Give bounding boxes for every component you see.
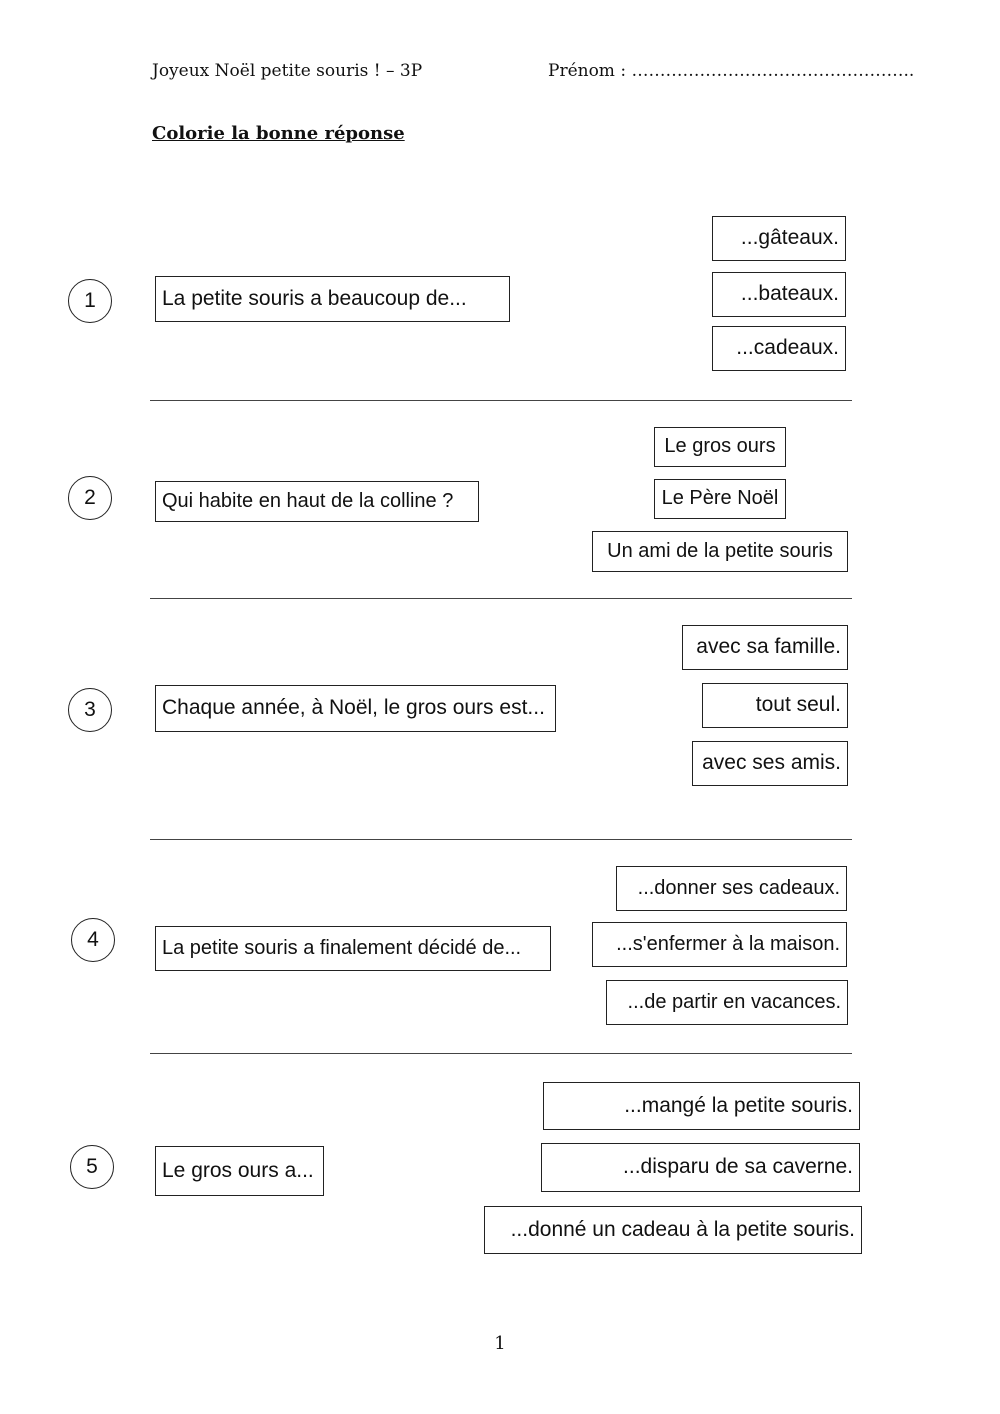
- question-4-answer-1[interactable]: ...donner ses cadeaux.: [616, 866, 847, 911]
- question-3-answer-3[interactable]: avec ses amis.: [692, 741, 848, 786]
- question-number-2: 2: [68, 476, 112, 520]
- instruction: Colorie la bonne réponse: [152, 123, 405, 144]
- name-field[interactable]: Prénom : …………………………………………..: [548, 61, 915, 81]
- question-1-prompt: La petite souris a beaucoup de...: [155, 276, 510, 322]
- question-2-answer-3[interactable]: Un ami de la petite souris: [592, 531, 848, 572]
- question-2-prompt: Qui habite en haut de la colline ?: [155, 481, 479, 522]
- separator-line: [150, 839, 852, 840]
- question-3-answer-1[interactable]: avec sa famille.: [682, 625, 848, 670]
- separator-line: [150, 1053, 852, 1054]
- question-5-prompt: Le gros ours a...: [155, 1146, 324, 1196]
- question-3-answer-2[interactable]: tout seul.: [702, 683, 848, 728]
- page-number: 1: [494, 1333, 506, 1354]
- question-2-answer-2[interactable]: Le Père Noël: [654, 479, 786, 519]
- question-4-prompt: La petite souris a finalement décidé de...: [155, 926, 551, 971]
- separator-line: [150, 400, 852, 401]
- question-number-1: 1: [68, 279, 112, 323]
- separator-line: [150, 598, 852, 599]
- worksheet-title: Joyeux Noël petite souris ! – 3P: [152, 61, 423, 81]
- question-4-answer-2[interactable]: ...s'enfermer à la maison.: [592, 922, 847, 967]
- question-5-answer-1[interactable]: ...mangé la petite souris.: [543, 1082, 860, 1130]
- question-3-prompt: Chaque année, à Noël, le gros ours est...: [155, 685, 556, 732]
- question-1-answer-3[interactable]: ...cadeaux.: [712, 326, 846, 371]
- question-5-answer-2[interactable]: ...disparu de sa caverne.: [541, 1143, 860, 1192]
- question-number-4: 4: [71, 918, 115, 962]
- question-1-answer-2[interactable]: ...bateaux.: [712, 272, 846, 317]
- question-1-answer-1[interactable]: ...gâteaux.: [712, 216, 846, 261]
- question-number-5: 5: [70, 1145, 114, 1189]
- question-4-answer-3[interactable]: ...de partir en vacances.: [606, 980, 848, 1025]
- question-2-answer-1[interactable]: Le gros ours: [654, 427, 786, 467]
- question-5-answer-3[interactable]: ...donné un cadeau à la petite souris.: [484, 1206, 862, 1254]
- question-number-3: 3: [68, 688, 112, 732]
